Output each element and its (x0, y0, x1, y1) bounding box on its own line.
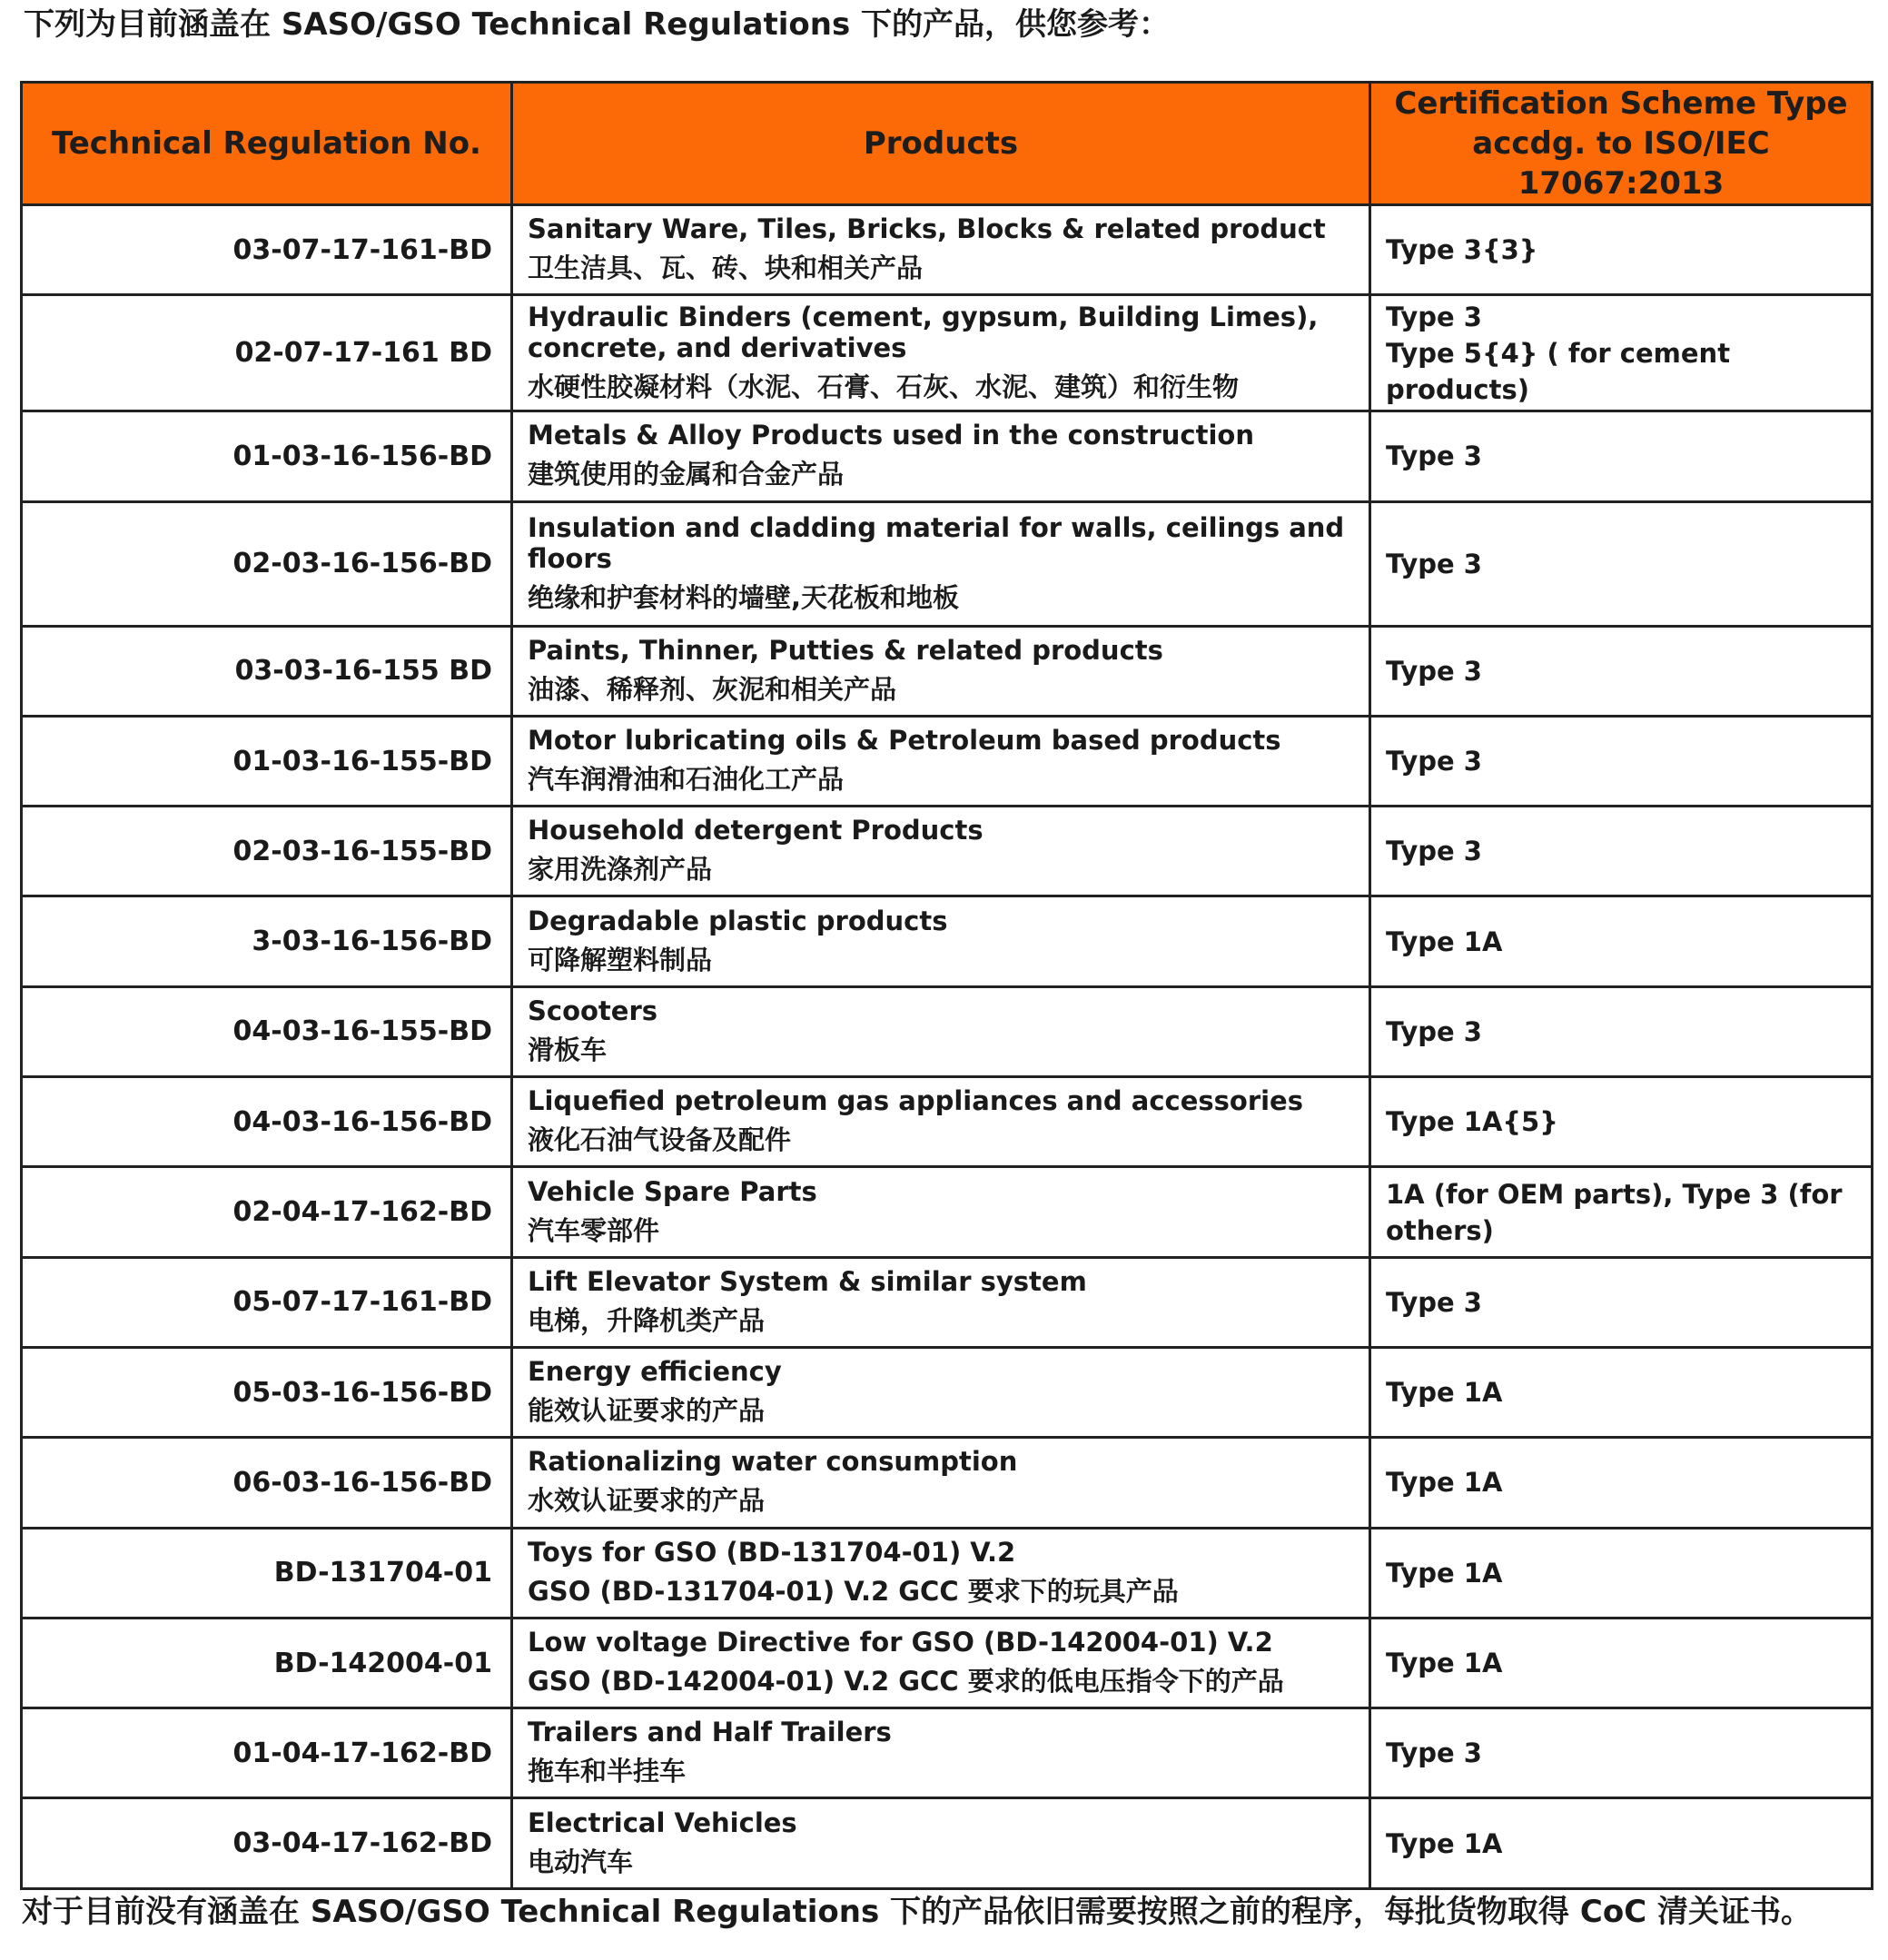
product-name-zh: 家用洗涤剂产品 (528, 854, 713, 886)
regulation-code: 06-03-16-156-BD (22, 1438, 512, 1528)
scheme-cell (1370, 1077, 1873, 1167)
scheme-cell (1370, 1708, 1873, 1798)
regulation-code: 01-03-16-156-BD (22, 411, 512, 501)
product-cell (512, 1077, 1370, 1167)
table-header-row (22, 83, 1873, 205)
regulation-code: BD-131704-01 (22, 1528, 512, 1618)
regulation-code: 01-03-16-155-BD (22, 716, 512, 806)
scheme-type: Type 1A (1386, 1377, 1503, 1409)
product-cell (512, 1257, 1370, 1347)
product-cell (512, 1347, 1370, 1437)
product-name-zh: 汽车润滑油和石油化工产品 (528, 764, 845, 796)
scheme-cell (1370, 295, 1873, 411)
header-scheme (1370, 83, 1873, 205)
scheme-cell (1370, 1618, 1873, 1708)
table-row (22, 1347, 1873, 1437)
product-name-zh: 滑板车 (528, 1034, 608, 1065)
regulation-code: 3-03-16-156-BD (22, 896, 512, 986)
product-cell (512, 1438, 1370, 1528)
regulation-code: 03-04-17-162-BD (22, 1798, 512, 1888)
header-scheme-line1: Certification Scheme Type (1394, 85, 1848, 122)
product-name-zh: GSO (BD-142004-01) V.2 GCC 要求的低电压指令下的产品 (528, 1666, 1284, 1697)
header-scheme-line2: accdg. to ISO/IEC 17067:2013 (1472, 125, 1770, 202)
regulation-code: 03-07-17-161-BD (22, 205, 512, 295)
scheme-type: Type 3 (1386, 836, 1482, 867)
product-name-zh: 油漆、稀释剂、灰泥和相关产品 (528, 673, 897, 705)
product-name-zh: 绝缘和护套材料的墙壁,天花板和地板 (528, 581, 960, 613)
product-name-en: Paints, Thinner, Putties & related products (528, 634, 1163, 666)
table-row (22, 411, 1873, 501)
product-name-en: Electrical Vehicles (528, 1807, 797, 1838)
product-cell (512, 807, 1370, 896)
product-cell (512, 896, 1370, 986)
scheme-type: Type 1A (1386, 1557, 1503, 1589)
scheme-cell (1370, 1167, 1873, 1257)
scheme-type: Type 1A (1386, 1467, 1503, 1499)
scheme-type: Type 1A (1386, 1827, 1503, 1859)
table-row (22, 501, 1873, 626)
product-name-en: Household detergent Products (528, 815, 984, 846)
product-name-zh: GSO (BD-131704-01) V.2 GCC 要求下的玩具产品 (528, 1575, 1179, 1607)
regulation-code: 01-04-17-162-BD (22, 1708, 512, 1798)
regulation-code: 02-07-17-161 BD (22, 295, 512, 411)
scheme-cell (1370, 716, 1873, 806)
regulation-code: 02-03-16-156-BD (22, 501, 512, 626)
scheme-cell (1370, 1528, 1873, 1618)
product-name-zh: 水硬性胶凝材料（水泥、石膏、石灰、水泥、建筑）和衍生物 (528, 371, 1240, 402)
table-row (22, 896, 1873, 986)
product-name-en: Insulation and cladding material for walls, ceilings and floors (528, 511, 1345, 574)
product-cell (512, 295, 1370, 411)
scheme-cell (1370, 986, 1873, 1076)
table-row (22, 807, 1873, 896)
regulation-code: BD-142004-01 (22, 1618, 512, 1708)
product-name-zh: 可降解塑料制品 (528, 944, 713, 975)
product-name-zh: 汽车零部件 (528, 1214, 660, 1246)
scheme-type: Type 1A{5} (1386, 1106, 1558, 1138)
product-cell (512, 1167, 1370, 1257)
scheme-cell (1370, 1257, 1873, 1347)
scheme-cell (1370, 205, 1873, 295)
regulations-table (20, 81, 1873, 1890)
scheme-type: Type 3 (1386, 441, 1482, 472)
regulation-code: 04-03-16-155-BD (22, 986, 512, 1076)
product-name-zh: 拖车和半挂车 (528, 1756, 687, 1787)
table-row (22, 716, 1873, 806)
scheme-type: Type 3 (1386, 1737, 1482, 1769)
product-name-en: Sanitary Ware, Tiles, Bricks, Blocks & related product (528, 213, 1326, 245)
header-products: Products (512, 83, 1370, 205)
scheme-cell (1370, 896, 1873, 986)
regulation-code: 05-07-17-161-BD (22, 1257, 512, 1347)
product-cell (512, 626, 1370, 716)
scheme-cell (1370, 411, 1873, 501)
product-name-en: Degradable plastic products (528, 905, 948, 936)
regulation-code: 03-03-16-155 BD (22, 626, 512, 716)
product-name-zh: 建筑使用的金属和合金产品 (528, 459, 845, 490)
table-row (22, 1528, 1873, 1618)
regulation-code: 02-03-16-155-BD (22, 807, 512, 896)
header-regulation-no: Technical Regulation No. (22, 83, 512, 205)
product-name-en: Rationalizing water consumption (528, 1446, 1018, 1478)
scheme-cell (1370, 501, 1873, 626)
product-name-en: Hydraulic Binders (cement, gypsum, Building Limes), concrete, and derivatives (528, 301, 1319, 363)
product-name-en: Motor lubricating oils & Petroleum based products (528, 725, 1281, 757)
scheme-type: Type 3{3} (1386, 234, 1538, 266)
product-cell (512, 411, 1370, 501)
intro-text: 下列为目前涵盖在 SASO/GSO Technical Regulations 下的产品，供您参考： (24, 6, 1171, 43)
table-row (22, 1167, 1873, 1257)
product-name-en: Metals & Alloy Products used in the construction (528, 420, 1254, 451)
scheme-type: Type 3 (1386, 655, 1482, 687)
product-cell (512, 716, 1370, 806)
product-name-en: Vehicle Spare Parts (528, 1175, 817, 1207)
product-cell (512, 1798, 1370, 1888)
scheme-cell (1370, 1347, 1873, 1437)
scheme-type: 1A (for OEM parts), Type 3 (for (1386, 1178, 1843, 1210)
table-row (22, 1438, 1873, 1528)
product-cell (512, 1618, 1370, 1708)
scheme-type: Type 3 (1386, 1286, 1482, 1318)
table-row (22, 295, 1873, 411)
table-row (22, 1618, 1873, 1708)
product-name-en: Lift Elevator System & similar system (528, 1265, 1087, 1297)
product-name-zh: 电动汽车 (528, 1846, 634, 1877)
scheme-type: Type 3 (1386, 548, 1482, 579)
product-name-en: Trailers and Half Trailers (528, 1717, 892, 1748)
product-name-zh: 液化石油气设备及配件 (528, 1124, 792, 1156)
product-name-zh: 卫生洁具、瓦、砖、块和相关产品 (528, 252, 924, 284)
product-name-en: Toys for GSO (BD-131704-01) V.2 (528, 1536, 1016, 1568)
table-row (22, 1257, 1873, 1347)
scheme-type: Type 3 (1386, 746, 1482, 777)
table-row (22, 626, 1873, 716)
regulation-code: 04-03-16-156-BD (22, 1077, 512, 1167)
product-name-en: Low voltage Directive for GSO (BD-142004-01) V.2 (528, 1627, 1273, 1658)
regulation-code: 02-04-17-162-BD (22, 1167, 512, 1257)
regulation-code: 05-03-16-156-BD (22, 1347, 512, 1437)
scheme-cell (1370, 626, 1873, 716)
product-name-en: Liquefied petroleum gas appliances and accessories (528, 1085, 1303, 1117)
table-row (22, 1708, 1873, 1798)
scheme-type: Type 1A (1386, 1648, 1503, 1678)
table-row (22, 1077, 1873, 1167)
product-cell (512, 986, 1370, 1076)
scheme-type: Type 1A (1386, 926, 1503, 957)
outro-text: 对于目前没有涵盖在 SASO/GSO Technical Regulations 下的产品依旧需要按照之前的程序，每批货物取得 CoC 清关证书。 (22, 1894, 1812, 1930)
product-cell (512, 1708, 1370, 1798)
table-row (22, 986, 1873, 1076)
product-name-zh: 能效认证要求的产品 (528, 1395, 766, 1427)
product-name-zh: 水效认证要求的产品 (528, 1485, 766, 1517)
product-name-en: Scooters (528, 995, 658, 1026)
product-cell (512, 205, 1370, 295)
table-row (22, 1798, 1873, 1888)
scheme-cell (1370, 807, 1873, 896)
product-name-en: Energy efficiency (528, 1356, 782, 1388)
product-name-zh: 电梯，升降机类产品 (528, 1304, 766, 1336)
scheme-type-extra: Type 5{4} ( for cement products) (1386, 337, 1731, 405)
scheme-cell (1370, 1798, 1873, 1888)
scheme-type: Type 3 (1386, 301, 1482, 332)
scheme-type-extra: others) (1386, 1214, 1494, 1246)
scheme-type: Type 3 (1386, 1015, 1482, 1047)
table-row (22, 205, 1873, 295)
product-cell (512, 1528, 1370, 1618)
scheme-cell (1370, 1438, 1873, 1528)
product-cell (512, 501, 1370, 626)
